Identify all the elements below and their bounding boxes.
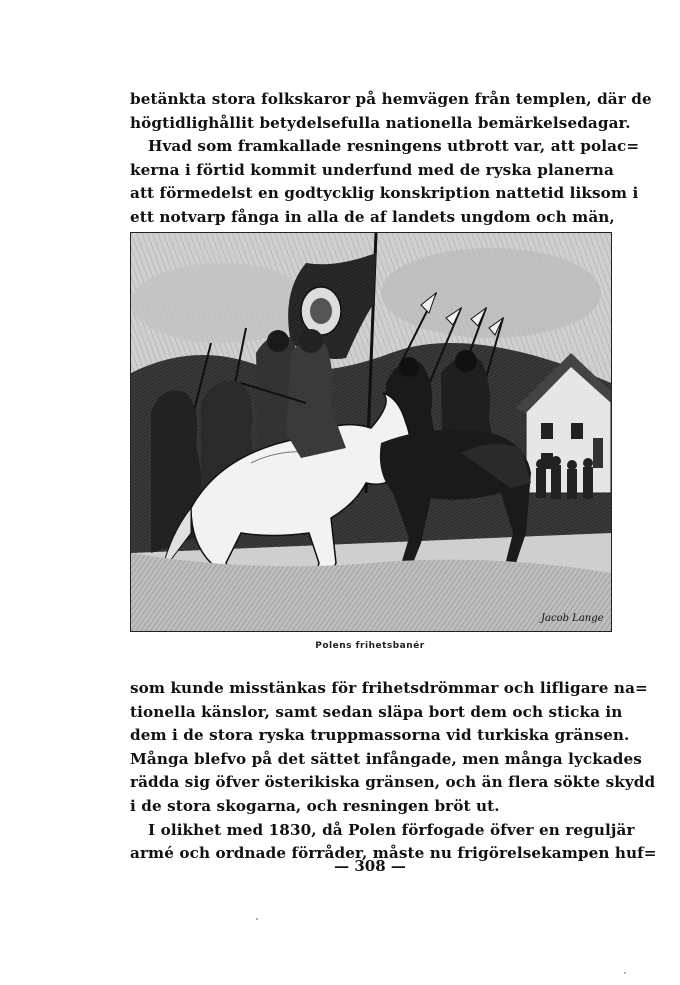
illustration-caption: Polens frihetsbanér [315, 641, 425, 651]
text-line: rädda sig öfver österikiska gränsen, och än flera sökte skydd [130, 773, 656, 792]
artist-signature: Jacob Lange [541, 613, 604, 624]
text-line: Hvad som framkallade resningens utbrott var, att polac= [148, 137, 640, 156]
text-line: i de stora skogarna, och resningen bröt ut. [130, 796, 500, 815]
paragraph-top [130, 88, 652, 230]
text-line: armé och ordnade förråder, måste nu frigörelsekampen huf= [130, 844, 657, 863]
engraving-image [131, 233, 611, 631]
page-number: — 308 — [334, 857, 406, 875]
text-line: kerna i förtid kommit underfund med de ryska planerna [130, 160, 614, 179]
text-line: att förmedelst en godtycklig konskription nattetid liksom i [130, 184, 639, 203]
print-speck [624, 972, 626, 974]
text-line: tionella känslor, samt sedan släpa bort dem och sticka in [130, 702, 623, 721]
text-line: Många blefvo på det sättet infångade, men många lyckades [130, 749, 642, 768]
text-line: betänkta stora folkskaror på hemvägen från templen, där de [130, 90, 652, 108]
paragraph-bottom [130, 677, 657, 866]
text-line: dem i de stora ryska truppmassorna vid turkiska gränsen. [130, 726, 630, 745]
engraving-illustration [130, 232, 612, 632]
text-line: högtidlighållit betydelsefulla nationella bemärkelsedagar. [130, 113, 631, 132]
text-line: som kunde misstänkas för frihetsdrömmar och lifligare na= [130, 679, 648, 697]
text-line: ett notvarp fånga in alla de af landets ungdom och män, [130, 207, 615, 226]
print-speck [256, 918, 258, 920]
text-line: I olikhet med 1830, då Polen förfogade öfver en reguljär [148, 820, 635, 839]
